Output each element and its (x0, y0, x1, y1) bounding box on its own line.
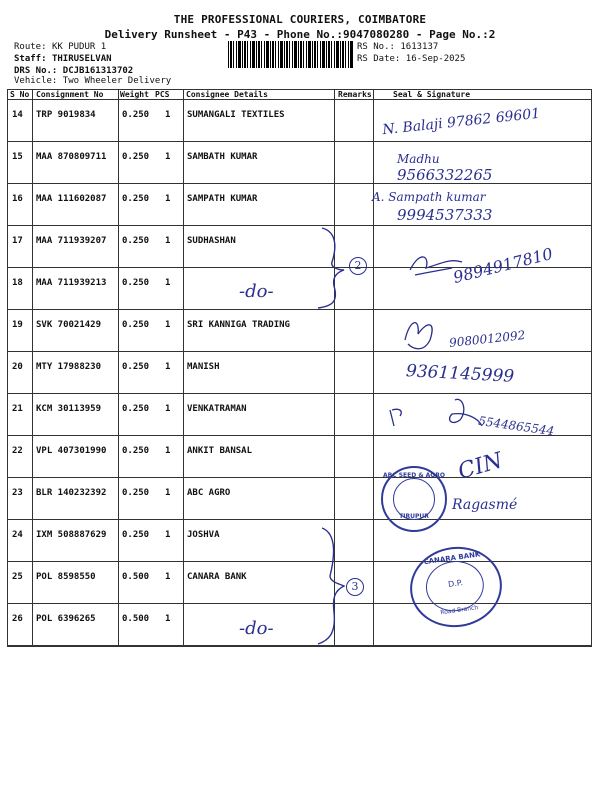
cell-consignment: TRP 9019834 (36, 110, 96, 120)
stamp-ring-text: ABC SEED & AGRO (383, 472, 445, 479)
cell-consignee: VENKATRAMAN (187, 404, 247, 414)
vehicle-value: Two Wheeler Delivery (62, 76, 172, 86)
cell-pcs: 1 (165, 194, 171, 204)
staff-label: Staff: (14, 54, 47, 64)
stamp-city-text: TIRUPUR (399, 513, 429, 520)
rs-no-label: RS No.: (357, 42, 395, 52)
cell-pcs: 1 (165, 110, 171, 120)
cell-sno: 19 (12, 320, 23, 330)
col-header-sno: S No (10, 90, 30, 99)
cell-consignment: MAA 111602087 (36, 194, 107, 204)
signature-row-23: Ragasmé (452, 497, 518, 513)
cell-sno: 24 (12, 530, 23, 540)
cell-sno: 22 (12, 446, 23, 456)
col-header-seal: Seal & Signature (393, 90, 471, 99)
cell-sno: 21 (12, 404, 23, 414)
group-mark-2: 3 (346, 578, 364, 596)
cell-weight: 0.250 (122, 362, 150, 372)
cell-weight: 0.250 (122, 194, 150, 204)
cell-weight: 0.250 (122, 320, 150, 330)
abc-agro-stamp (381, 466, 447, 532)
route-label: Route: (14, 42, 47, 52)
canara-stamp-bottom: Road Branch (439, 604, 479, 617)
col-header-remarks: Remarks (338, 90, 372, 99)
vehicle-label: Vehicle: (14, 76, 58, 86)
cell-weight: 0.500 (122, 614, 150, 624)
signature-row-22: CIN (455, 448, 506, 485)
cell-sno: 20 (12, 362, 23, 372)
signature-row-16-name: A. Sampath kumar (372, 190, 486, 204)
signature-row-20: 9361145999 (405, 361, 515, 387)
cell-sno: 15 (12, 152, 23, 162)
cell-pcs: 1 (165, 362, 171, 372)
cell-consignment: MTY 17988230 (36, 362, 102, 372)
cell-consignment: SVK 70021429 (36, 320, 102, 330)
cell-consignment: VPL 407301990 (36, 446, 107, 456)
ditto-mark-row-18: -do- (239, 281, 274, 302)
runsheet-subtitle: Delivery Runsheet - P43 - Phone No.:9047080280 - Page No.:2 (104, 28, 496, 41)
cell-weight: 0.250 (122, 404, 150, 414)
staff-value: THIRUSELVAN (51, 54, 112, 64)
signature-row-15-phone: 9566332265 (397, 166, 493, 184)
rs-no-value: 1613137 (400, 42, 439, 52)
col-header-weight: Weight (120, 90, 149, 99)
cell-consignee: CANARA BANK (187, 572, 247, 582)
cell-weight: 0.250 (122, 236, 150, 246)
cell-consignee: JOSHVA (187, 530, 220, 540)
cell-sno: 25 (12, 572, 23, 582)
cell-weight: 0.500 (122, 572, 150, 582)
cell-sno: 14 (12, 110, 23, 120)
canara-stamp-top: CANARA BANK (423, 550, 481, 567)
cell-pcs: 1 (165, 488, 171, 498)
col-header-consignment: Consignment No (36, 90, 104, 99)
cell-consignee: SUMANGALI TEXTILES (187, 110, 285, 120)
cell-consignment: BLR 140232392 (36, 488, 107, 498)
cell-weight: 0.250 (122, 530, 150, 540)
cell-sno: 23 (12, 488, 23, 498)
cell-consignee: MANISH (187, 362, 220, 372)
cell-sno: 17 (12, 236, 23, 246)
cell-pcs: 1 (165, 572, 171, 582)
cell-consignment: POL 6396265 (36, 614, 96, 624)
col-header-pcs: PCS (155, 90, 170, 99)
signature-row-15-name: Madhu (397, 152, 440, 166)
cell-consignee: SUDHASHAN (187, 236, 236, 246)
signature-row-17-18-phone: 9894917810 (451, 243, 555, 288)
cell-consignment: IXM 508887629 (36, 530, 107, 540)
signature-row-14: N. Balaji 97862 69601 (381, 105, 541, 139)
cell-consignee: SAMPATH KUMAR (187, 194, 258, 204)
cell-weight: 0.250 (122, 488, 150, 498)
cell-pcs: 1 (165, 530, 171, 540)
cell-pcs: 1 (165, 320, 171, 330)
cell-pcs: 1 (165, 236, 171, 246)
cell-weight: 0.250 (122, 110, 150, 120)
cell-pcs: 1 (165, 446, 171, 456)
cell-consignment: MAA 711939213 (36, 278, 107, 288)
cell-pcs: 1 (165, 614, 171, 624)
signature-row-21-phone: 5544865544 (477, 413, 555, 439)
canara-stamp-code: D.P. (447, 578, 464, 590)
col-header-consignee: Consignee Details (186, 90, 268, 99)
scribble-row-21 (390, 399, 482, 426)
cell-consignee: SAMBATH KUMAR (187, 152, 258, 162)
cell-consignee: ABC AGRO (187, 488, 231, 498)
cell-consignment: KCM 30113959 (36, 404, 102, 414)
cell-sno: 26 (12, 614, 23, 624)
group-mark-1: 2 (349, 257, 367, 275)
cell-sno: 18 (12, 278, 23, 288)
rs-date-label: RS Date: (357, 54, 401, 64)
company-title: THE PROFESSIONAL COURIERS, COIMBATORE (173, 13, 427, 26)
cell-sno: 16 (12, 194, 23, 204)
cell-consignment: MAA 870809711 (36, 152, 107, 162)
scribble-row-19 (405, 323, 432, 349)
cell-pcs: 1 (165, 152, 171, 162)
cell-pcs: 1 (165, 278, 171, 288)
drs-label: DRS No.: (14, 66, 58, 76)
signature-row-19-phone: 9080012092 (448, 328, 526, 350)
cell-weight: 0.250 (122, 152, 150, 162)
route-value: KK PUDUR 1 (51, 42, 107, 52)
rs-date-value: 16-Sep-2025 (405, 54, 466, 64)
cell-pcs: 1 (165, 404, 171, 414)
cell-weight: 0.250 (122, 278, 150, 288)
brace-rows-24-26 (318, 528, 344, 644)
cell-consignee: SRI KANNIGA TRADING (187, 320, 290, 330)
drs-value: DCJB161313702 (62, 66, 134, 76)
signature-row-16-phone: 9994537333 (397, 206, 493, 224)
brace-rows-17-18 (318, 228, 344, 308)
cell-consignment: POL 8598550 (36, 572, 96, 582)
cell-weight: 0.250 (122, 446, 150, 456)
cell-consignment: MAA 711939207 (36, 236, 107, 246)
ditto-mark-row-26: -do- (239, 618, 274, 639)
scribble-row-17-18 (410, 257, 462, 275)
cell-consignee: ANKIT BANSAL (187, 446, 253, 456)
